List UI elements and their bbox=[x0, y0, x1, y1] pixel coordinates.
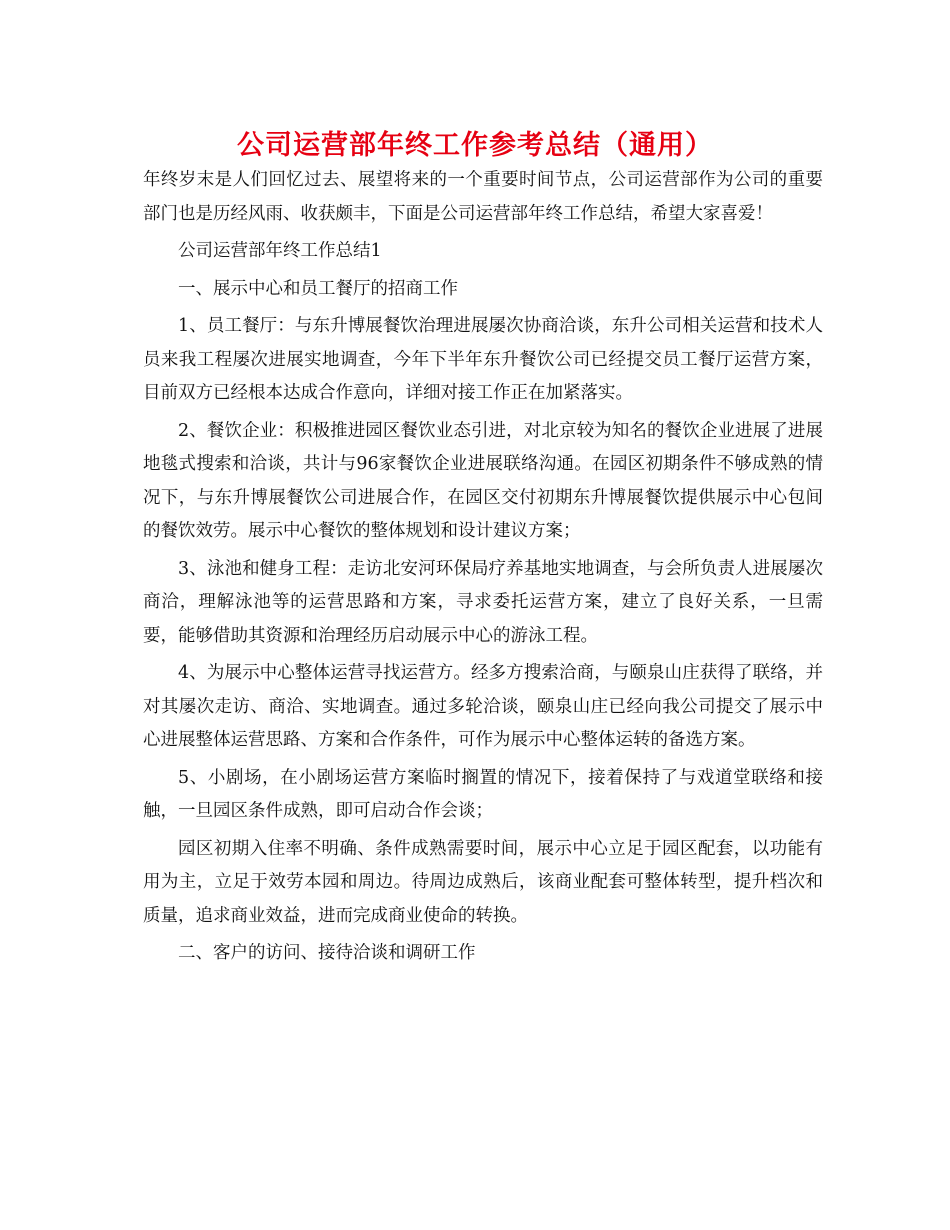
document-body bbox=[143, 164, 823, 971]
paragraph: 3、泳池和健身工程：走访北安河环保局疗养基地实地调查，与会所负责人进展屡次商洽，理解泳池等的运营思路和方案，寻求委托运营方案，建立了良好关系，一旦需要，能够借助其资源和治理经历启动展示中心的游泳工程。 bbox=[143, 558, 823, 646]
paragraph: 5、小剧场，在小剧场运营方案临时搁置的情况下，接着保持了与戏道堂联络和接触，一旦园区条件成熟，即可启动合作会谈； bbox=[143, 767, 823, 821]
paragraph: 园区初期入住率不明确、条件成熟需要时间，展示中心立足于园区配套，以功能有用为主，立足于效劳本园和周边。待周边成熟后，该商业配套可整体转型，提升档次和质量，追求商业效益，进而完成商业使命的转换。 bbox=[143, 838, 823, 926]
document-title: 公司运营部年终工作参考总结（通用） bbox=[237, 130, 713, 161]
paragraph: 二、客户的访问、接待洽谈和调研工作 bbox=[178, 943, 476, 963]
paragraph: 公司运营部年终工作总结1 bbox=[178, 241, 382, 261]
paragraph: 一、展示中心和员工餐厅的招商工作 bbox=[178, 278, 458, 299]
paragraph: 4、为展示中心整体运营寻找运营方。经多方搜索洽商，与颐泉山庄获得了联络，并对其屡次走访、商洽、实地调查。通过多轮洽谈，颐泉山庄已经向我公司提交了展示中心进展整体运营思路、方案和合作条件，可作为展示中心整体运转的备选方案。 bbox=[143, 663, 823, 750]
paragraph: 2、餐饮企业：积极推进园区餐饮业态引进，对北京较为知名的餐饮企业进展了进展地毯式搜索和洽谈，共计与96家餐饮企业进展联络沟通。在园区初期条件不够成熟的情况下，与东升博展餐饮公司进展合作，在园区交付初期东升博展餐饮提供展示中心包间的餐饮效劳。展示中心餐饮的整体规划和设计建议方案； bbox=[143, 420, 823, 541]
paragraph: 1、员工餐厅：与东升博展餐饮治理进展屡次协商洽谈，东升公司相关运营和技术人员来我工程屡次进展实地调查，今年下半年东升餐饮公司已经提交员工餐厅运营方案，目前双方已经根本达成合作意向，详细对接工作正在加紧落实。 bbox=[143, 316, 823, 403]
paragraph: 年终岁末是人们回忆过去、展望将来的一个重要时间节点，公司运营部作为公司的重要部门也是历经风雨、收获颇丰，下面是公司运营部年终工作总结，希望大家喜爱！ bbox=[143, 170, 823, 224]
